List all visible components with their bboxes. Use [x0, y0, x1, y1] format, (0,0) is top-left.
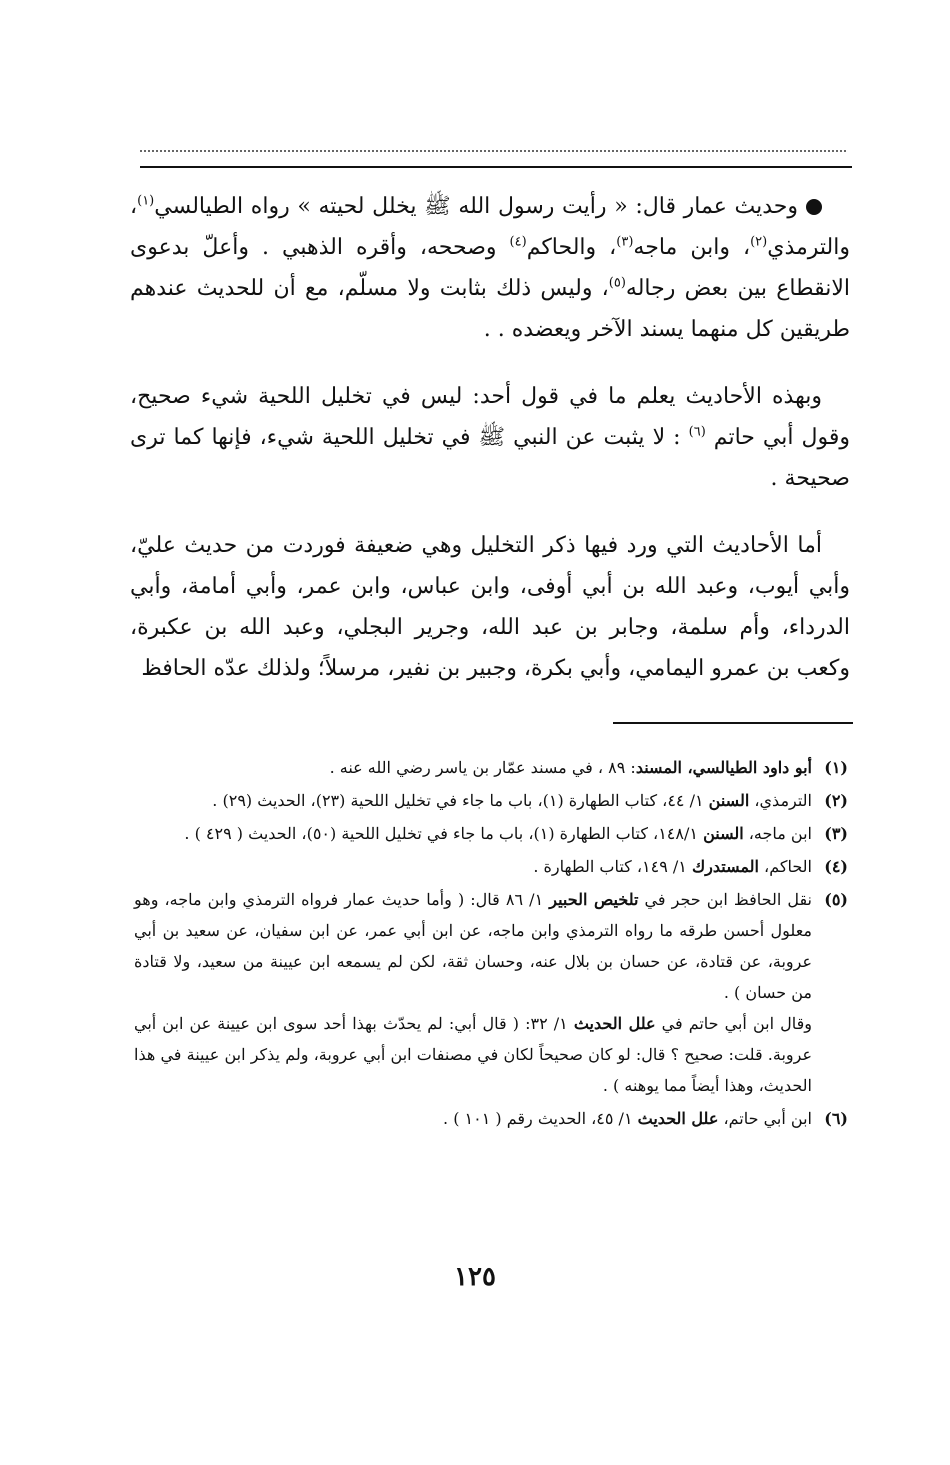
paragraph-1	[130, 186, 850, 350]
main-text	[130, 186, 850, 715]
footnote-source: السنن	[708, 791, 750, 810]
p1-text-b: ، والترمذي	[130, 194, 850, 260]
footnote-1	[134, 752, 848, 783]
footnotes	[134, 752, 848, 1136]
page-number: ١٢٥	[454, 1262, 496, 1292]
footnote-author: الحاكم،	[758, 857, 812, 876]
footnote-4	[134, 851, 848, 882]
p1-text-e: وصححه، وأقره الذهبي . وأعلّ بدعوى الانقطاع بين بعض رجاله	[130, 235, 851, 301]
footnote-ref-3: (٣)	[616, 234, 634, 250]
footnote-author: الترمذي،	[749, 791, 812, 810]
footnote-author: ابن ماجه،	[743, 824, 812, 843]
footnote-5	[134, 884, 848, 1101]
footnote-text: ١/ ٣٢: ( قال أبي: لم يحدّث بهذا أحد سوى ابن عيينة عن ابن أبي عروبة. قلت: صحيح ؟ قال: لو كان صحيحاً لكان في مصنفات ابن أبي عروبة، ولم يذكر ابن عيينة في هذا الحديث، وهذا أيضاً مما يوهنه ) .	[134, 1014, 812, 1095]
p1-text-d: ، والحاكم	[526, 235, 617, 260]
p2-text-a: وبهذه الأحاديث يعلم ما في قول أحد: ليس في تخليل اللحية شيء صحيح، وقول أبي حاتم	[130, 384, 851, 450]
p2-text-b: : لا يثبت عن النبي ﷺ في تخليل اللحية شيء، فإنها كما ترى صحيحة .	[130, 425, 850, 491]
footnote-5-continuation	[134, 1008, 812, 1101]
bullet-icon	[806, 199, 822, 215]
header-dotted-rule	[140, 150, 846, 152]
footnote-source: علل الحديث	[573, 1014, 656, 1033]
footnote-author: نقل الحافظ ابن حجر في	[638, 890, 813, 909]
footnote-number: (٤)	[824, 857, 848, 876]
footnote-author: ابن أبي حاتم،	[718, 1109, 812, 1128]
p1-text-a: وحديث عمار قال: « رأيت رسول الله ﷺ يخلل لحيته » رواه الطيالسي	[154, 194, 798, 219]
footnote-ref-4: (٤)	[509, 234, 527, 250]
footnote-number: (١)	[824, 758, 848, 777]
footnote-text: ١/ ١٤٩، كتاب الطهارة .	[533, 857, 692, 876]
footnote-ref-5: (٥)	[608, 275, 626, 291]
footnote-number: (٦)	[824, 1109, 848, 1128]
p1-text-c: ، وابن ماجه	[633, 235, 751, 260]
footnote-separator	[613, 722, 853, 724]
footnote-number: (٥)	[824, 890, 848, 909]
footnote-source: المستدرك	[691, 857, 759, 876]
footnote-source: أبو داود الطيالسي، المسند	[635, 758, 812, 777]
footnote-text: ١٤٨/١، كتاب الطهارة (١)، باب ما جاء في تخليل اللحية (٥٠)، الحديث ( ٤٢٩ ) .	[184, 824, 704, 843]
footnote-number: (٣)	[824, 824, 848, 843]
footnote-ref-6: (٦)	[688, 424, 706, 440]
footnote-2	[134, 785, 848, 816]
footnote-source: تلخيص الحبير	[549, 890, 639, 909]
paragraph-3: أما الأحاديث التي ورد فيها ذكر التخليل وهي ضعيفة فوردت من حديث عليّ، وأبي أيوب، وعبد الله بن أبي أوفى، وابن عباس، وابن عمر، وأبي أمامة، وأبي الدرداء، وأم سلمة، وجابر بن عبد الله، وجرير البجلي، وعبد الله بن عكبرة، وكعب بن عمرو اليمامي، وأبي بكرة، وجبير بن نفير، مرسلاً؛ ولذلك عدّه الحافظ	[130, 533, 850, 681]
footnote-source: علل الحديث	[637, 1109, 719, 1128]
footnote-number: (٢)	[824, 791, 848, 810]
paragraph-2	[130, 376, 850, 499]
footnote-text: ١/ ٤٤، كتاب الطهارة (١)، باب ما جاء في تخليل اللحية (٢٣)، الحديث (٢٩) .	[212, 791, 709, 810]
header-rule	[140, 166, 852, 168]
footnote-text: ١/ ٤٥، الحديث رقم ( ١٠١ ) .	[443, 1109, 638, 1128]
footnote-author: وقال ابن أبي حاتم في	[655, 1014, 812, 1033]
footnote-text: ١/ ٨٦ قال: ( وأما حديث عمار فرواه الترمذي وابن ماجه، وهو معلول أحسن طرقه ما رواه الترمذي وابن ماجه، عن ابن أبي عمر، عن ابن سفيان، عن سعيد بن أبي عروبة، عن قتادة، عن حسان بن بلال عنه، وحسان ثقة، لكن لم يسمعه ابن عيينة من سعيد، ولا قتادة من حسان ) .	[134, 890, 813, 1002]
footnote-text: : ٨٩ ، في مسند عمّار بن ياسر رضي الله عنه .	[329, 758, 636, 777]
footnote-6	[134, 1103, 848, 1134]
footnote-source: السنن	[703, 824, 744, 843]
footnote-ref-1: (١)	[137, 193, 155, 209]
footnote-ref-2: (٢)	[750, 234, 768, 250]
p1-text-f: ، وليس ذلك بثابت ولا مسلّم، مع أن للحديث عندهم طريقين كل منهما يسند الآخر ويعضده . .	[130, 276, 850, 342]
footnote-3	[134, 818, 848, 849]
